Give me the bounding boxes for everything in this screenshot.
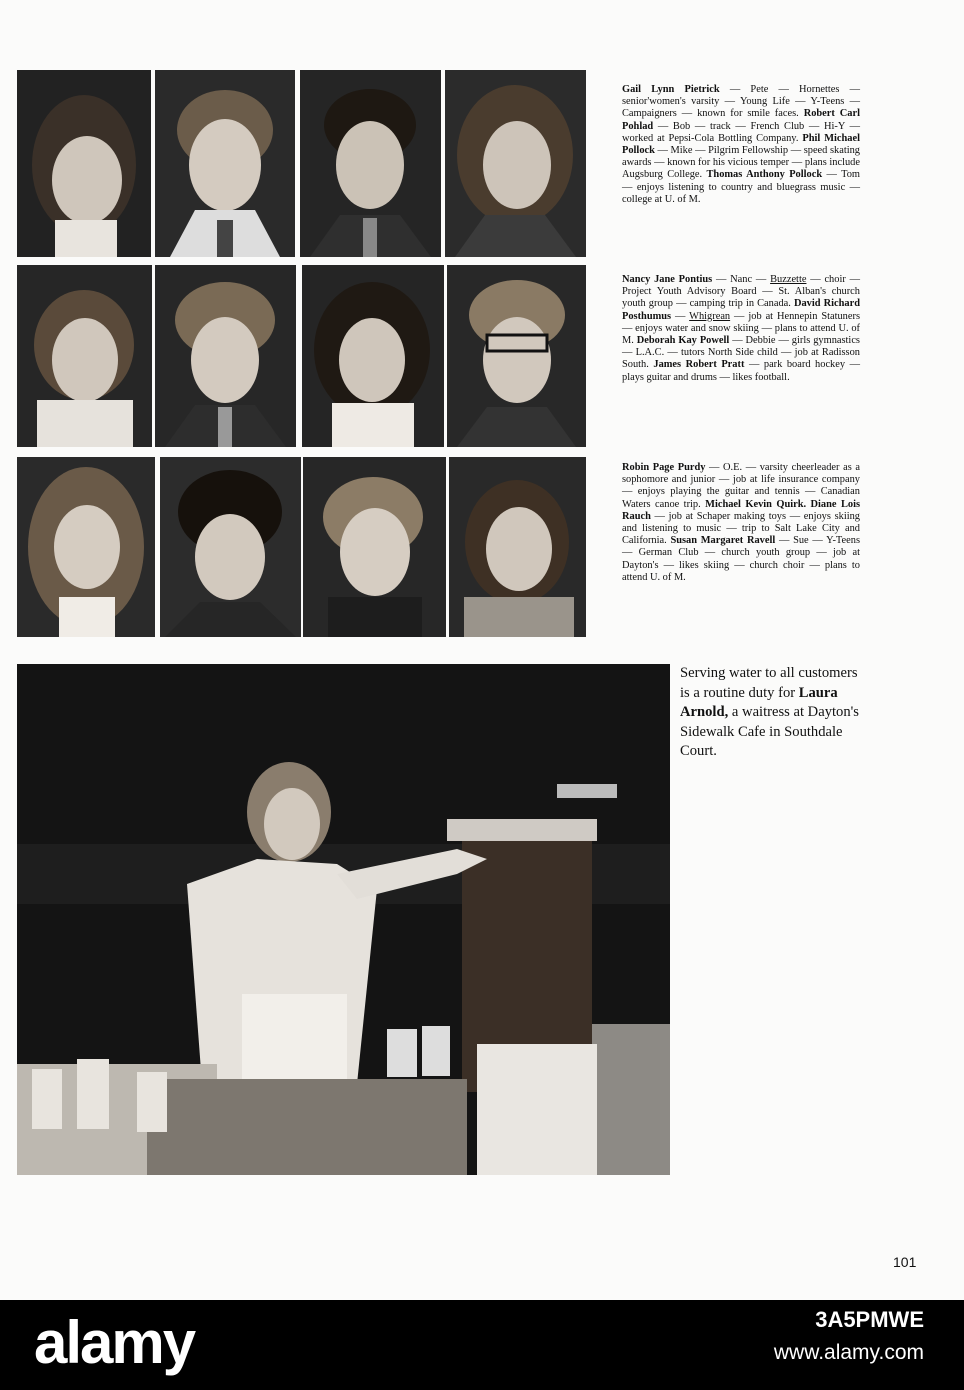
bio-text: — park board hockey — plays guitar and drums — likes football. [622,359,860,383]
portrait-robin-purdy [17,457,155,637]
bio-block-row1 [622,84,860,206]
portrait-nancy-pontius [17,265,152,447]
bio-text: — [671,310,690,322]
bio-text: — Debbie — girls gymnastics — L.A.C. — tutors North Side child — job at Radisson South. [622,335,860,371]
student-name: Nancy Jane Pontius [622,274,713,285]
portrait-diane-rauch [303,457,446,637]
portrait-david-posthumus [155,265,296,447]
underlined-text: Buzzette [770,274,807,285]
bio-text: — job at Schaper making toys — enjoys skiing and listening to music — trip to Salt Lake City and California. [622,510,860,547]
bio-text: — Sue — Y-Teens — German Club — church youth group — job at Dayton's — likes skiing — church choir — plans to attend U. of M. [622,535,860,583]
image-id: 3A5PMWE [815,1307,924,1332]
bio-text: — Nanc — [712,274,771,285]
portrait-thomas-pollock [445,70,586,257]
bio-block-row2 [622,274,860,384]
student-name: David Richard Posthumus [622,298,861,322]
student-name: Susan Margaret Ravell [670,535,776,547]
bio-text: a waitress at Dayton's Sidewalk Cafe in Southdale Court. [680,704,859,760]
student-name: Michael Kevin Quirk. Diane Lois Rauch [622,498,860,522]
bio-text: — choir — Project Youth Advisory Board — St. Alban's church youth group — camping trip in Canada. [622,274,860,310]
student-name: Thomas Anthony Pollock [706,169,823,181]
bio-text: — Pete — Hornettes — senior'women's varsity — Young Life — Y-Teens — Campaigners — known for smile faces. [622,84,860,120]
photo-caption [680,664,864,762]
alamy-logo: alamy [34,1309,195,1376]
portrait-phil-pollock [300,70,441,257]
student-name: Phil Michael Pollock [622,132,860,157]
portrait-robert-pohlad [155,70,295,257]
portrait-susan-ravell [449,457,586,637]
bio-text: — Mike — Pilgrim Fellowship — speed skating awards — known for his vicious temper — plans include Augsburg College. [622,145,860,181]
student-name: Laura Arnold, [680,684,838,721]
bio-text: — Bob — track — French Club — Hi-Y — worked at Pepsi-Cola Bottling Company. [622,120,860,144]
student-name: Deborah Kay Powell [636,335,730,347]
student-name: James Robert Pratt [653,359,745,371]
underlined-text: Whigrean [689,310,731,322]
student-name: Robert Carl Pohlad [622,108,860,132]
bio-text: — O.E. — varsity cheerleader as a sophomore and junior — job at life insurance company — enjoys playing the guitar and tennis — Canadian Waters canoe trip. [622,462,860,510]
bio-text: — Tom — enjoys listening to country and bluegrass music — college at U. of M. [622,169,860,205]
student-name: Gail Lynn Pietrick [622,84,720,95]
site-url[interactable]: www.alamy.com [773,1341,924,1364]
portrait-deborah-powell [302,265,444,447]
student-name: Robin Page Purdy [622,462,706,473]
bio-block-row3 [622,462,860,584]
bio-text: — job at Hennepin Statuners — enjoys water and snow skiing — plans to attend U. of M. [622,310,860,347]
portrait-gail-pietrick [17,70,151,257]
cafe-waitress-photo [17,664,670,1175]
page-number: 101 [893,1254,917,1270]
portrait-james-pratt [447,265,586,447]
portrait-michael-quirk [160,457,301,637]
bio-text: Serving water to all customers is a routine duty for [680,665,858,701]
